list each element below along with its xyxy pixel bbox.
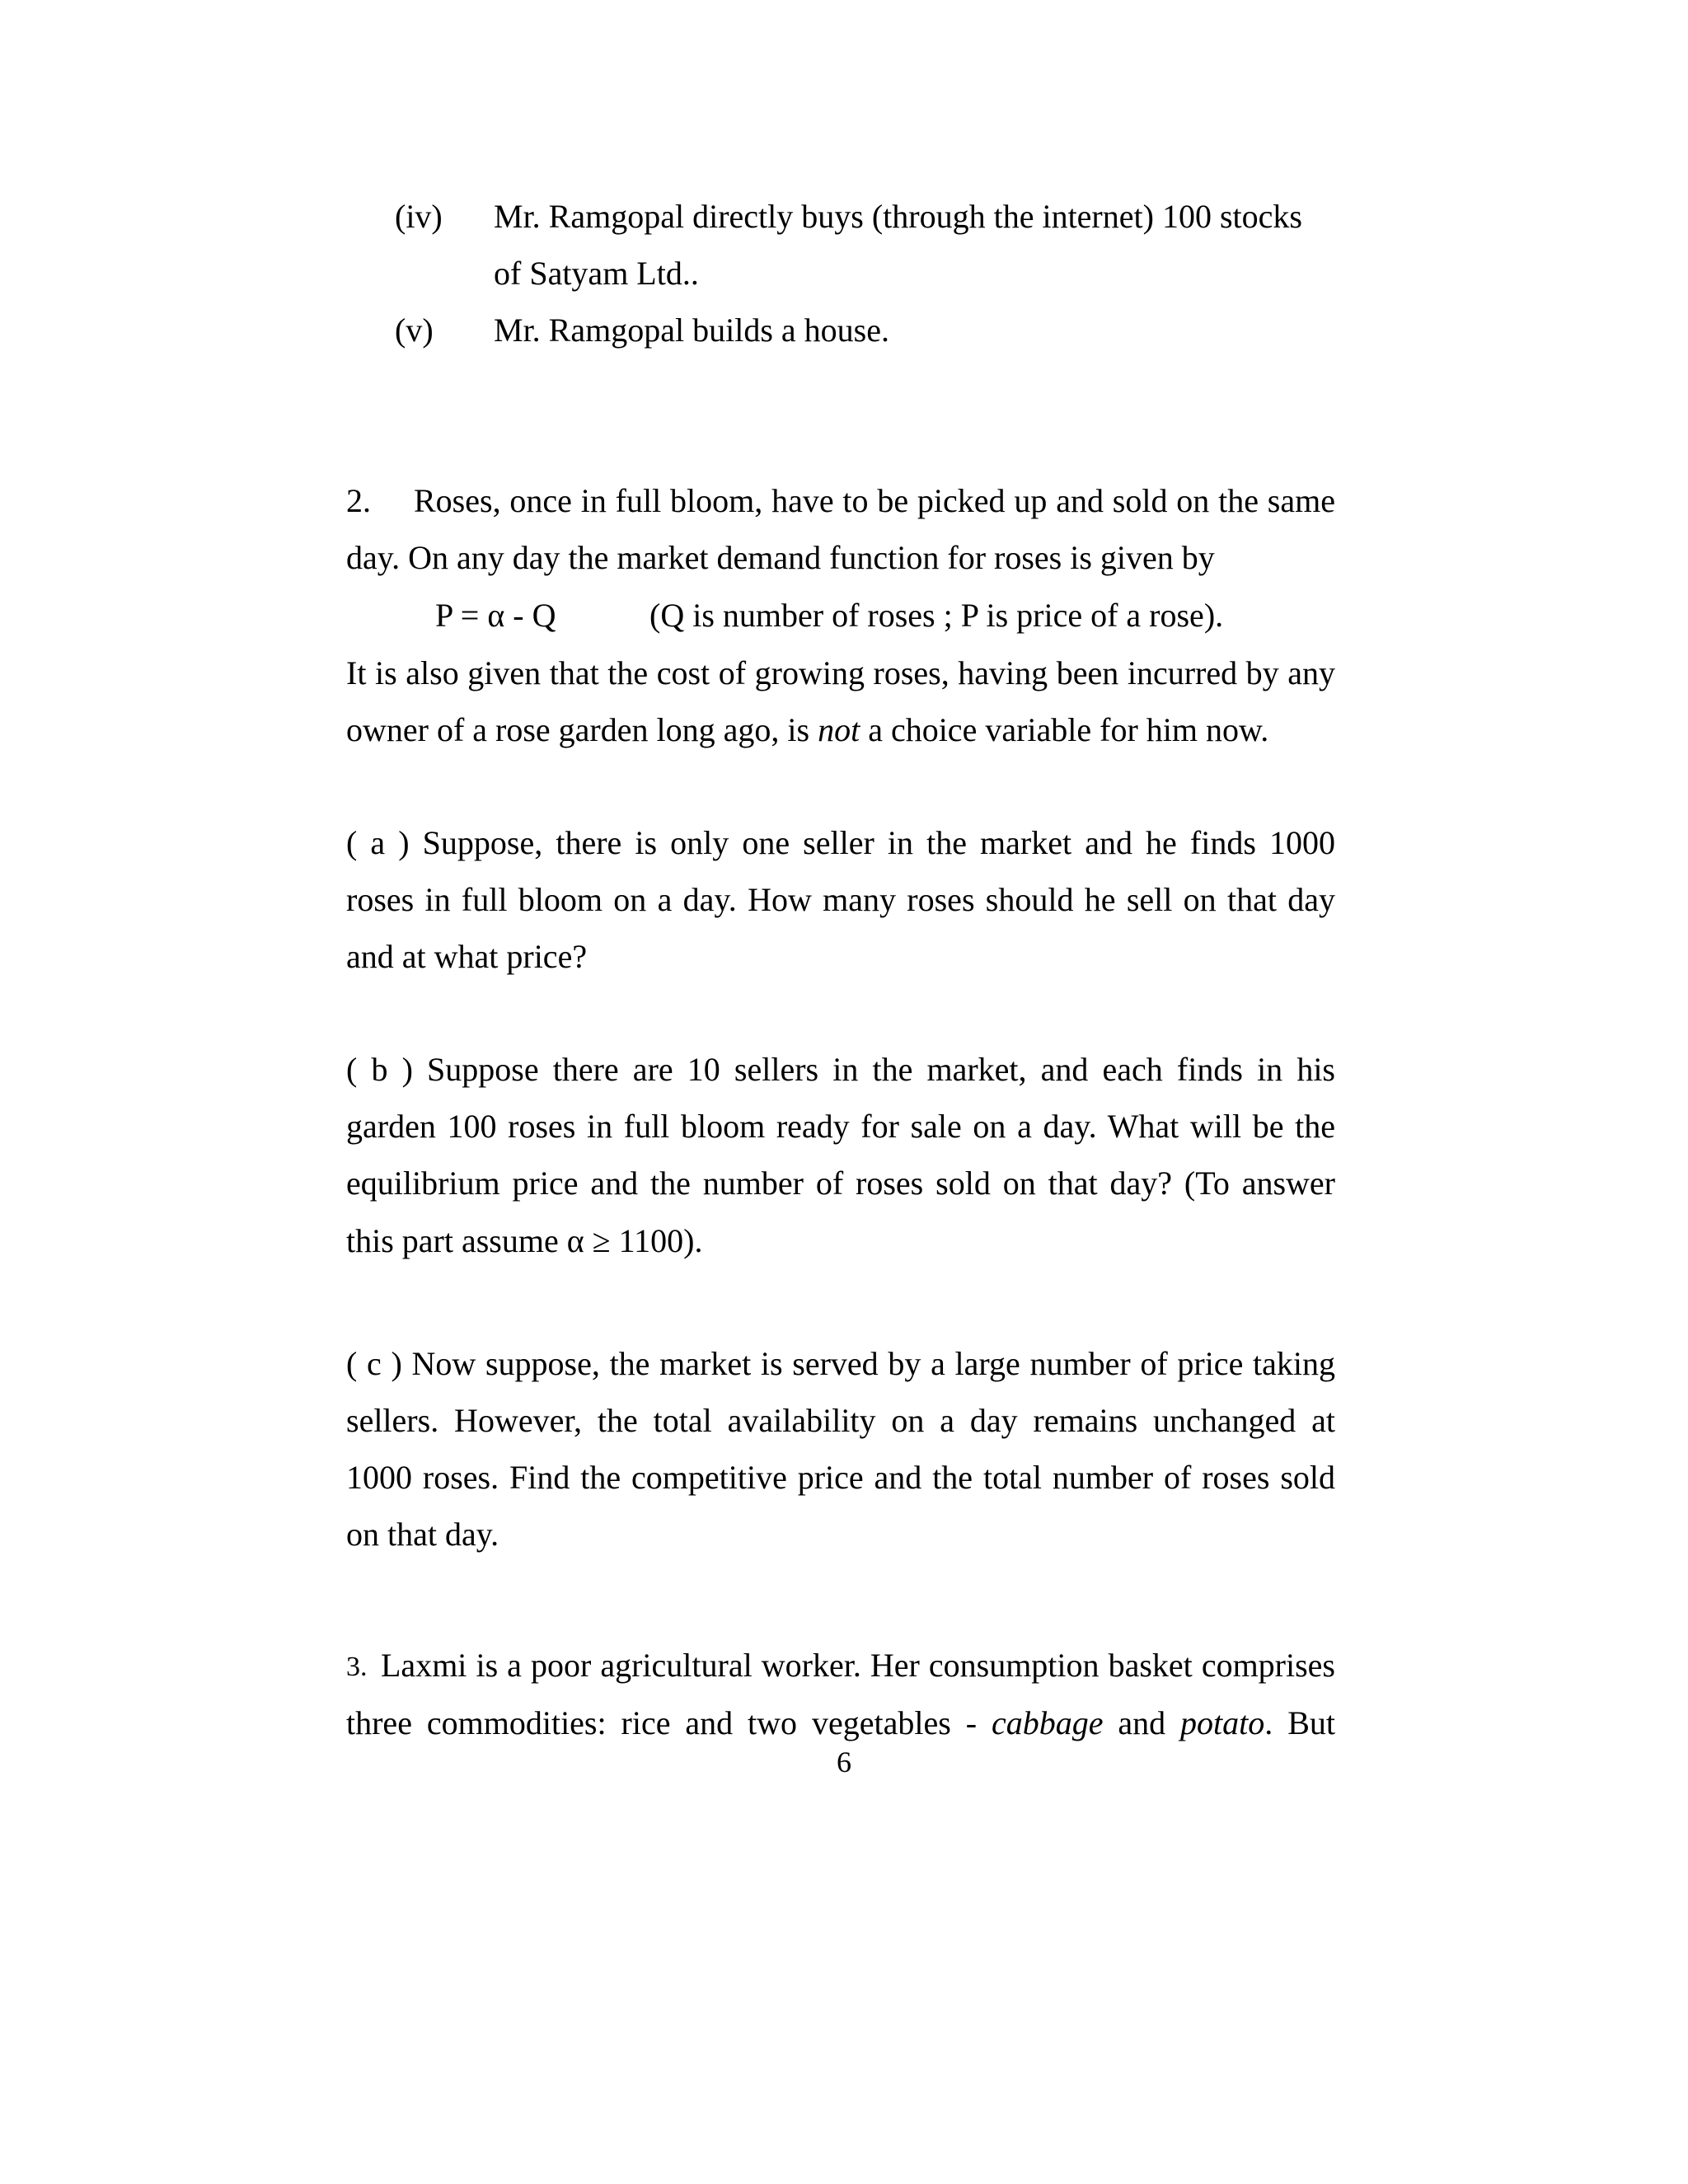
q2c-line-3: 1000 roses. Find the competitive price and the total number of roses sold	[346, 1459, 1335, 1496]
q2a-line-3: and at what price?	[346, 938, 588, 975]
q3-line-1: Laxmi is a poor agricultural worker. Her consumption basket comprises	[381, 1647, 1335, 1684]
item-iv-line-2: of Satyam Ltd..	[494, 255, 699, 292]
q2-number: 2.	[346, 482, 371, 519]
q2b-line-2: garden 100 roses in full bloom ready for sale on a day. What will be the	[346, 1108, 1335, 1145]
demand-equation-note: (Q is number of roses ; P is price of a rose).	[649, 597, 1224, 634]
q2-line-3: It is also given that the cost of growing roses, having been incurred by any	[346, 654, 1335, 691]
q2-line-2: day. On any day the market demand function for roses is given by	[346, 539, 1215, 576]
item-iv-line-1: Mr. Ramgopal directly buys (through the internet) 100 stocks	[494, 198, 1302, 235]
q2a-line-2: roses in full bloom on a day. How many roses should he sell on that day	[346, 881, 1335, 918]
item-v-label: (v)	[395, 312, 434, 349]
q2c-line-1: ( c ) Now suppose, the market is served by a large number of price taking	[346, 1345, 1335, 1382]
q2b-line-4: this part assume α ≥ 1100).	[346, 1222, 703, 1259]
q2-line-4: owner of a rose garden long ago, is not a choice variable for him now.	[346, 711, 1269, 748]
q2a-line-1: ( a ) Suppose, there is only one seller in the market and he finds 1000	[346, 824, 1335, 861]
item-v-line-1: Mr. Ramgopal builds a house.	[494, 312, 889, 349]
q2b-line-3: equilibrium price and the number of roses sold on that day? (To answer	[346, 1165, 1335, 1202]
q2-line-1: Roses, once in full bloom, have to be picked up and sold on the same	[414, 482, 1335, 519]
page-number: 6	[837, 1746, 851, 1779]
demand-equation: P = α - Q	[435, 597, 556, 634]
q2c-line-2: sellers. However, the total availability on a day remains unchanged at	[346, 1402, 1335, 1439]
q2b-line-1: ( b ) Suppose there are 10 sellers in the market, and each finds in his	[346, 1051, 1335, 1088]
q2c-line-4: on that day.	[346, 1516, 499, 1553]
q3-line-2: three commodities: rice and two vegetables - cabbage and potato. But	[346, 1704, 1335, 1741]
q3-number: 3.	[346, 1652, 368, 1682]
item-iv-label: (iv)	[395, 198, 443, 235]
